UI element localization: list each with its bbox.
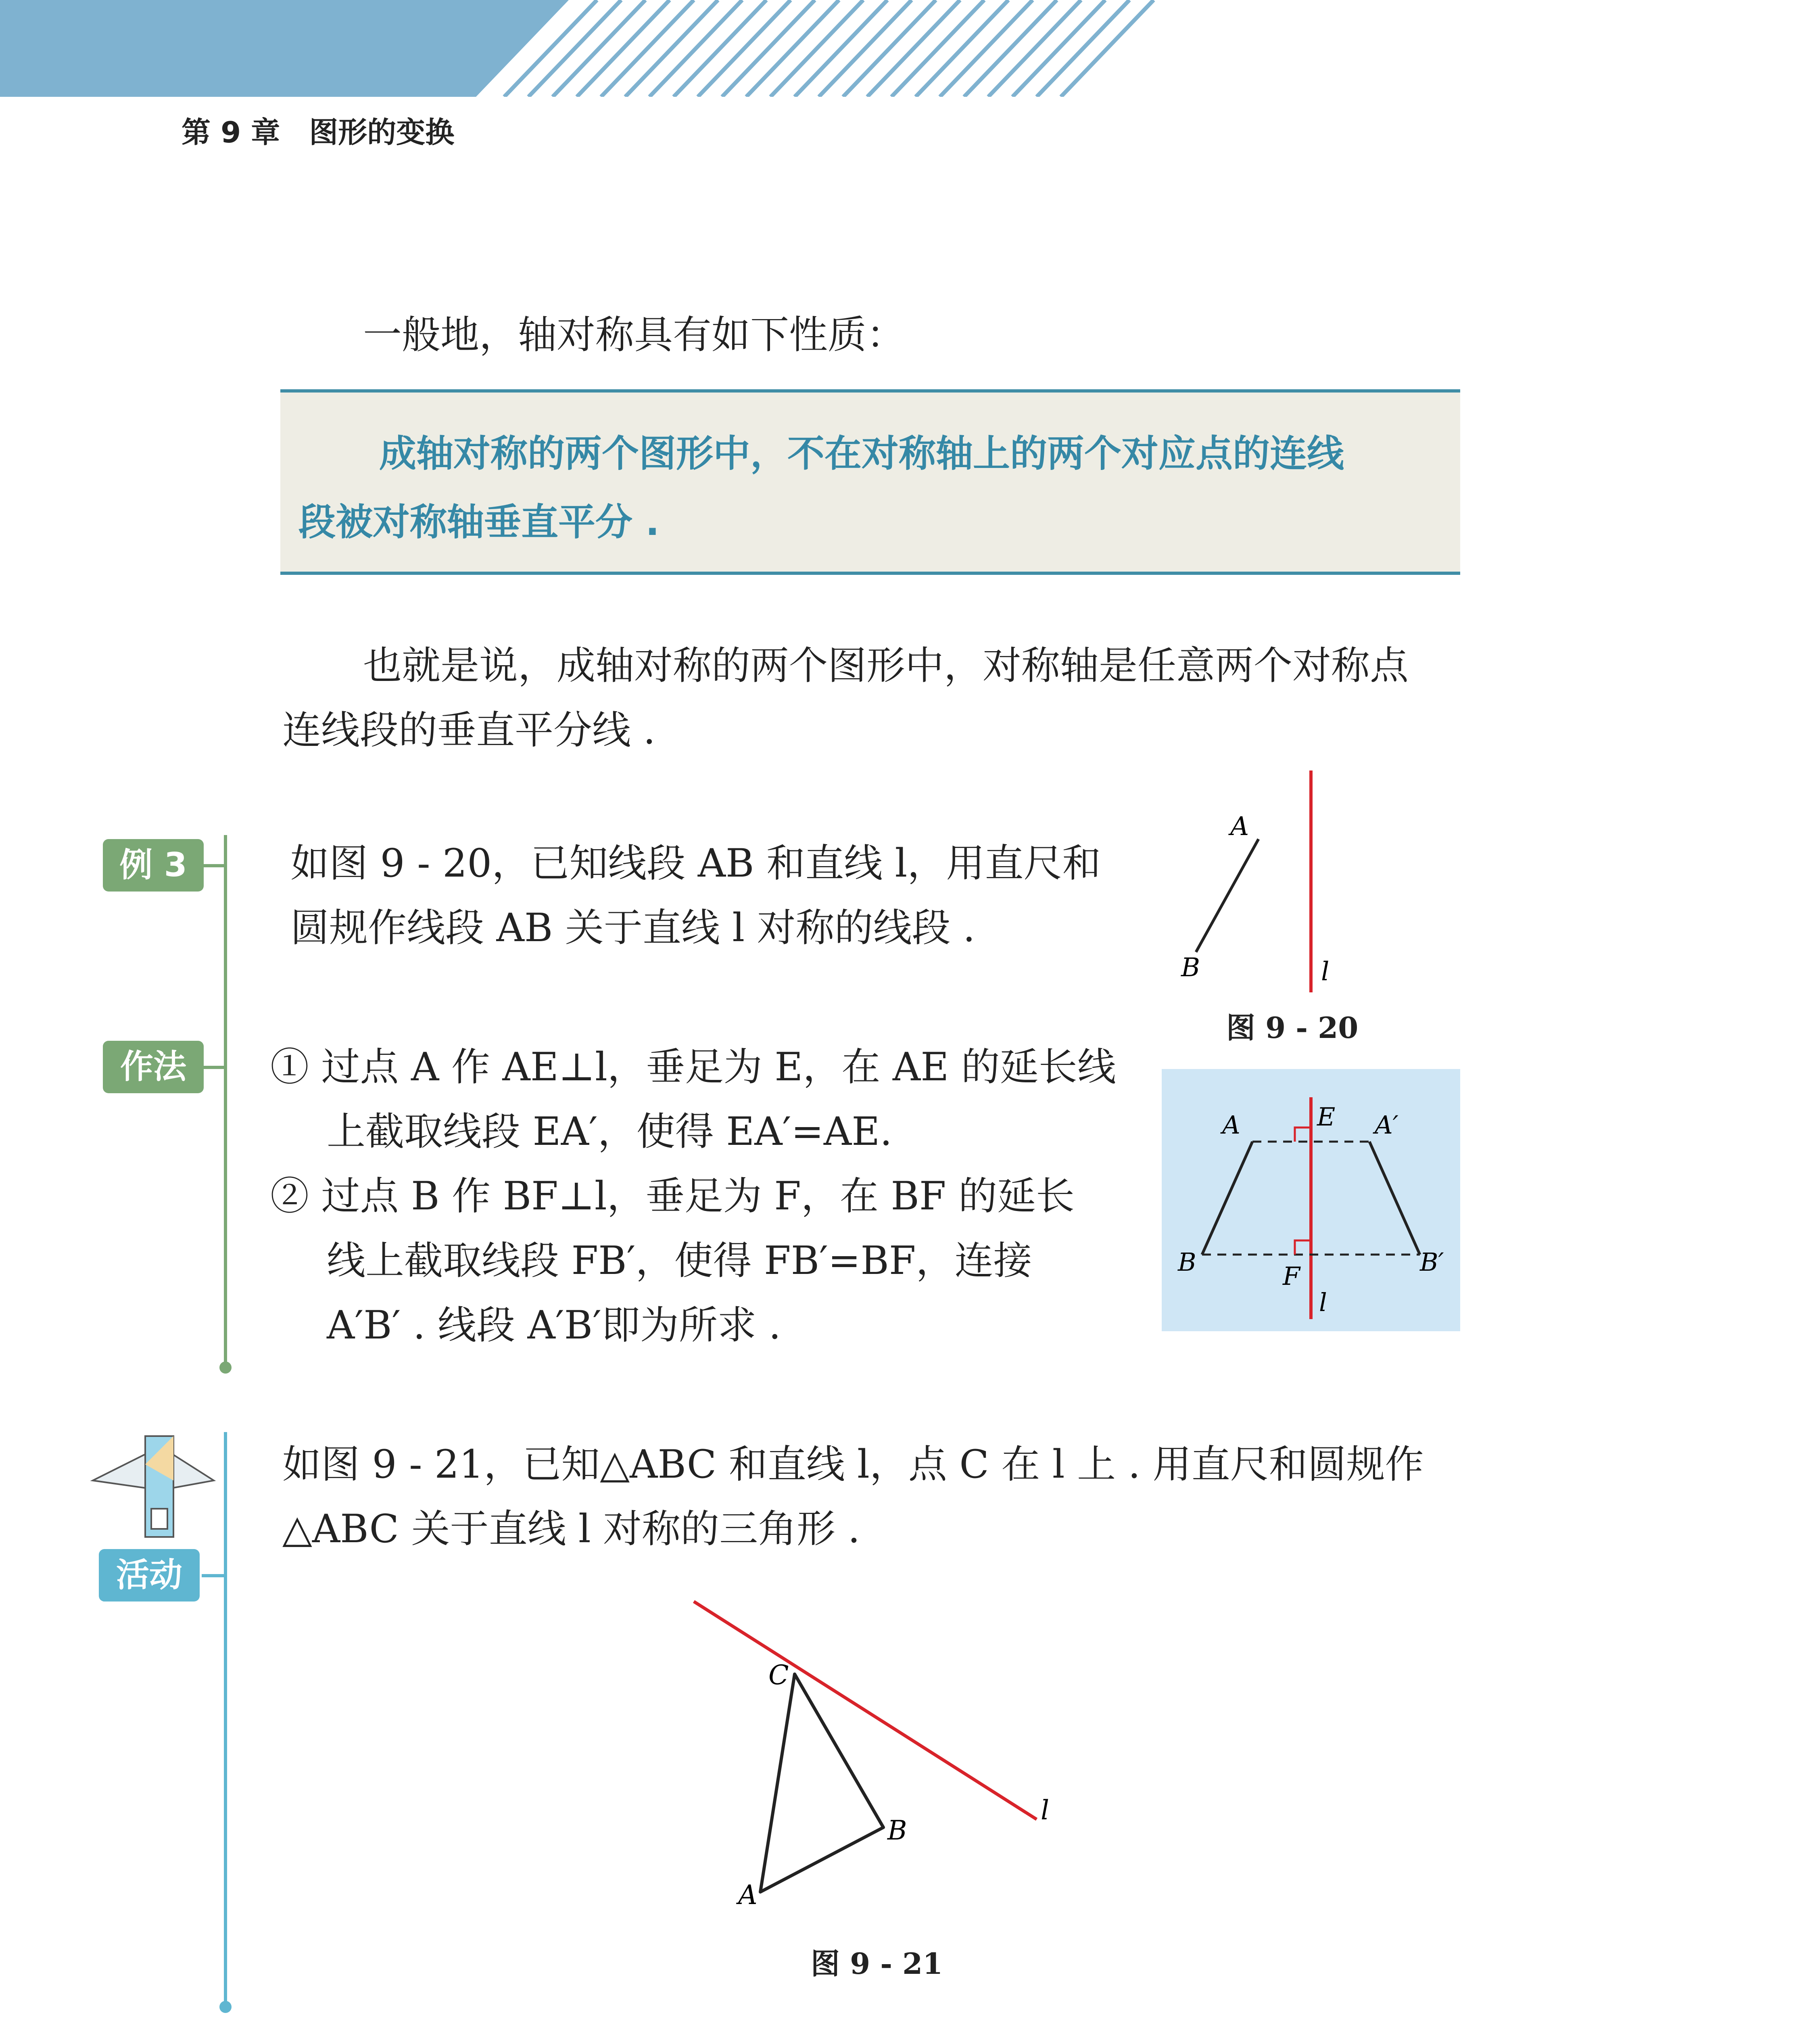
explanation-line-2: 连线段的垂直平分线 . [282,708,656,753]
activity-rail-end [219,2001,232,2013]
property-line-1: 成轴对称的两个图形中，不在对称轴上的两个对应点的连线 [379,432,1344,475]
label-a: A [1230,812,1249,841]
example-rail-end [219,1361,232,1374]
example-rail [224,835,227,1368]
label-e: E [1317,1102,1336,1132]
explanation-line-1: 也就是说，成轴对称的两个图形中，对称轴是任意两个对称点 [363,643,1409,688]
label-f: F [1283,1261,1300,1291]
method-tick [202,1066,226,1069]
compass-ruler-icon [89,1428,218,1541]
activity-line-2: △ABC 关于直线 l 对称的三角形 . [282,1506,860,1551]
label-l: l [1321,957,1330,987]
activity-tick [202,1574,226,1577]
method-tag: 作法 [103,1041,204,1093]
method-step1-line-2: 上截取线段 EA′，使得 EA′=AE. [327,1109,892,1154]
example-line-2: 圆规作线段 AB 关于直线 l 对称的线段 . [290,905,975,950]
label-b-3: B [887,1815,907,1846]
example-text [290,831,1138,960]
label-l-3: l [1041,1795,1050,1826]
label-a-prime: A′ [1375,1110,1398,1140]
method-step1-line-1: ① 过点 A 作 AE⊥l，垂足为 E，在 AE 的延长线 [270,1044,1116,1090]
label-a-3: A [738,1879,758,1911]
label-a-2: A [1222,1110,1240,1140]
method-text [270,1035,1138,1357]
label-b: B [1181,953,1200,983]
header-band [0,0,1820,97]
activity-text [282,1432,1472,1561]
figure-9-21-caption: 图 9 - 21 [811,1946,943,1981]
example-tick [202,864,226,867]
method-step2-line-1: ② 过点 B 作 BF⊥l，垂足为 F，在 BF 的延长 [270,1173,1075,1219]
property-text [298,420,1452,557]
axis-l-3 [694,1601,1037,1819]
figure-9-21 [686,1593,1089,1916]
activity-rail [224,1432,227,2009]
triangle-abc [760,1674,883,1892]
activity-tag: 活动 [99,1549,200,1601]
activity-line-1: 如图 9 - 21，已知△ABC 和直线 l，点 C 在 l 上 . 用直尺和圆规作 [282,1442,1424,1487]
example-line-1: 如图 9 - 20，已知线段 AB 和直线 l，用直尺和 [290,841,1101,886]
label-b-prime: B′ [1420,1247,1444,1277]
example-tag: 例 3 [103,839,204,892]
label-l-2: l [1319,1288,1327,1317]
property-line-2: 段被对称轴垂直平分 . [298,501,660,544]
label-b-2: B [1178,1247,1196,1277]
explanation [282,633,1464,762]
figure-9-20-caption: 图 9 - 20 [1226,1011,1359,1045]
method-step2-line-2: 线上截取线段 FB′，使得 FB′=BF，连接 [327,1238,1032,1283]
segment-ab [1196,839,1259,952]
chapter-title: 第 9 章 图形的变换 [182,115,455,149]
method-step2-line-3: A′B′ . 线段 A′B′即为所求 . [327,1303,781,1348]
intro-text: 一般地，轴对称具有如下性质： [363,312,905,357]
label-c: C [768,1660,789,1691]
figure-9-20-construction [1162,1069,1460,1331]
figure-9-20 [1162,766,1371,992]
